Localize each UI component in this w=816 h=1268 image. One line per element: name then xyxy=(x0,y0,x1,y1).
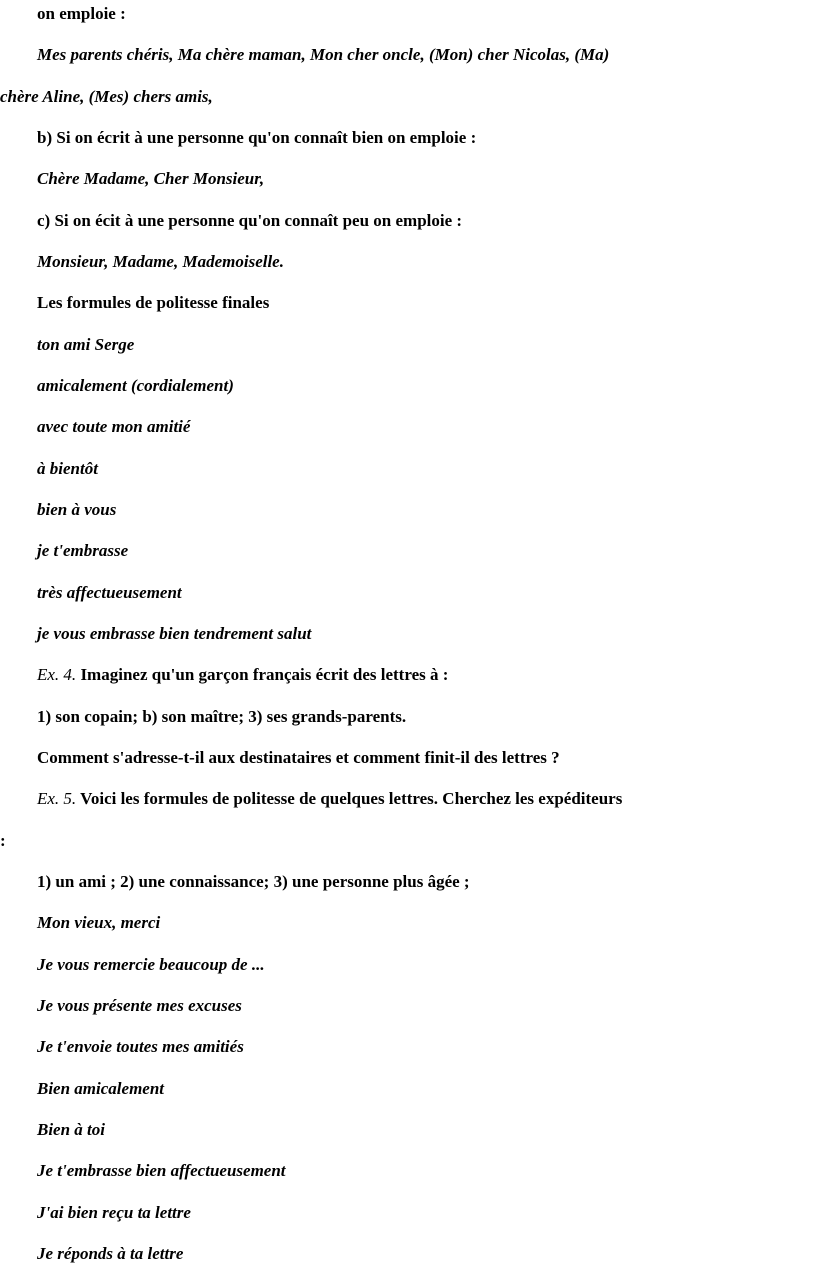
text-line: Je réponds à ta lettre xyxy=(37,1244,184,1263)
text-line: chère Aline, (Mes) chers amis, xyxy=(0,87,213,106)
text-line: amicalement (cordialement) xyxy=(37,376,234,395)
text-line: je vous embrasse bien tendrement salut xyxy=(37,624,312,643)
text-line: Je vous remercie beaucoup de ... xyxy=(37,955,265,974)
text-line: Monsieur, Madame, Mademoiselle. xyxy=(37,252,284,271)
text-line: avec toute mon amitié xyxy=(37,417,191,436)
text-line: : xyxy=(0,831,6,850)
exercise-line: Ex. 4. Imaginez qu'un garçon français écrit des lettres à : xyxy=(37,665,449,684)
text-line: je t'embrasse xyxy=(37,541,129,560)
text-line: c) Si on écit à une personne qu'on connaît peu on emploie : xyxy=(37,211,463,230)
text-line: Mon vieux, merci xyxy=(37,913,161,932)
text-line: Mes parents chéris, Ma chère maman, Mon cher oncle, (Mon) cher Nicolas, (Ma) xyxy=(37,45,610,64)
text-line: J'ai bien reçu ta lettre xyxy=(37,1203,191,1222)
section-heading: Les formules de politesse finales xyxy=(37,293,270,312)
text-line: Je t'embrasse bien affectueusement xyxy=(37,1161,286,1180)
text-line: 1) un ami ; 2) une connaissance; 3) une personne plus âgée ; xyxy=(37,872,470,891)
text-line: très affectueusement xyxy=(37,583,182,602)
text-line: on emploie : xyxy=(37,4,126,23)
text-line: Chère Madame, Cher Monsieur, xyxy=(37,169,265,188)
text-line: Comment s'adresse-t-il aux destinataires et comment finit-il des lettres ? xyxy=(37,748,560,767)
text-line: 1) son copain; b) son maître; 3) ses grands-parents. xyxy=(37,707,407,726)
text-line: ton ami Serge xyxy=(37,335,135,354)
text-line: b) Si on écrit à une personne qu'on connaît bien on emploie : xyxy=(37,128,477,147)
text-line: Bien amicalement xyxy=(37,1079,165,1098)
text-line: Je t'envoie toutes mes amitiés xyxy=(37,1037,244,1056)
text-line: Je vous présente mes excuses xyxy=(37,996,242,1015)
text-line: Bien à toi xyxy=(37,1120,106,1139)
text-line: à bientôt xyxy=(37,459,98,478)
exercise-line: Ex. 5. Voici les formules de politesse de quelques lettres. Cherchez les expéditeurs xyxy=(37,789,623,808)
text-line: bien à vous xyxy=(37,500,117,519)
